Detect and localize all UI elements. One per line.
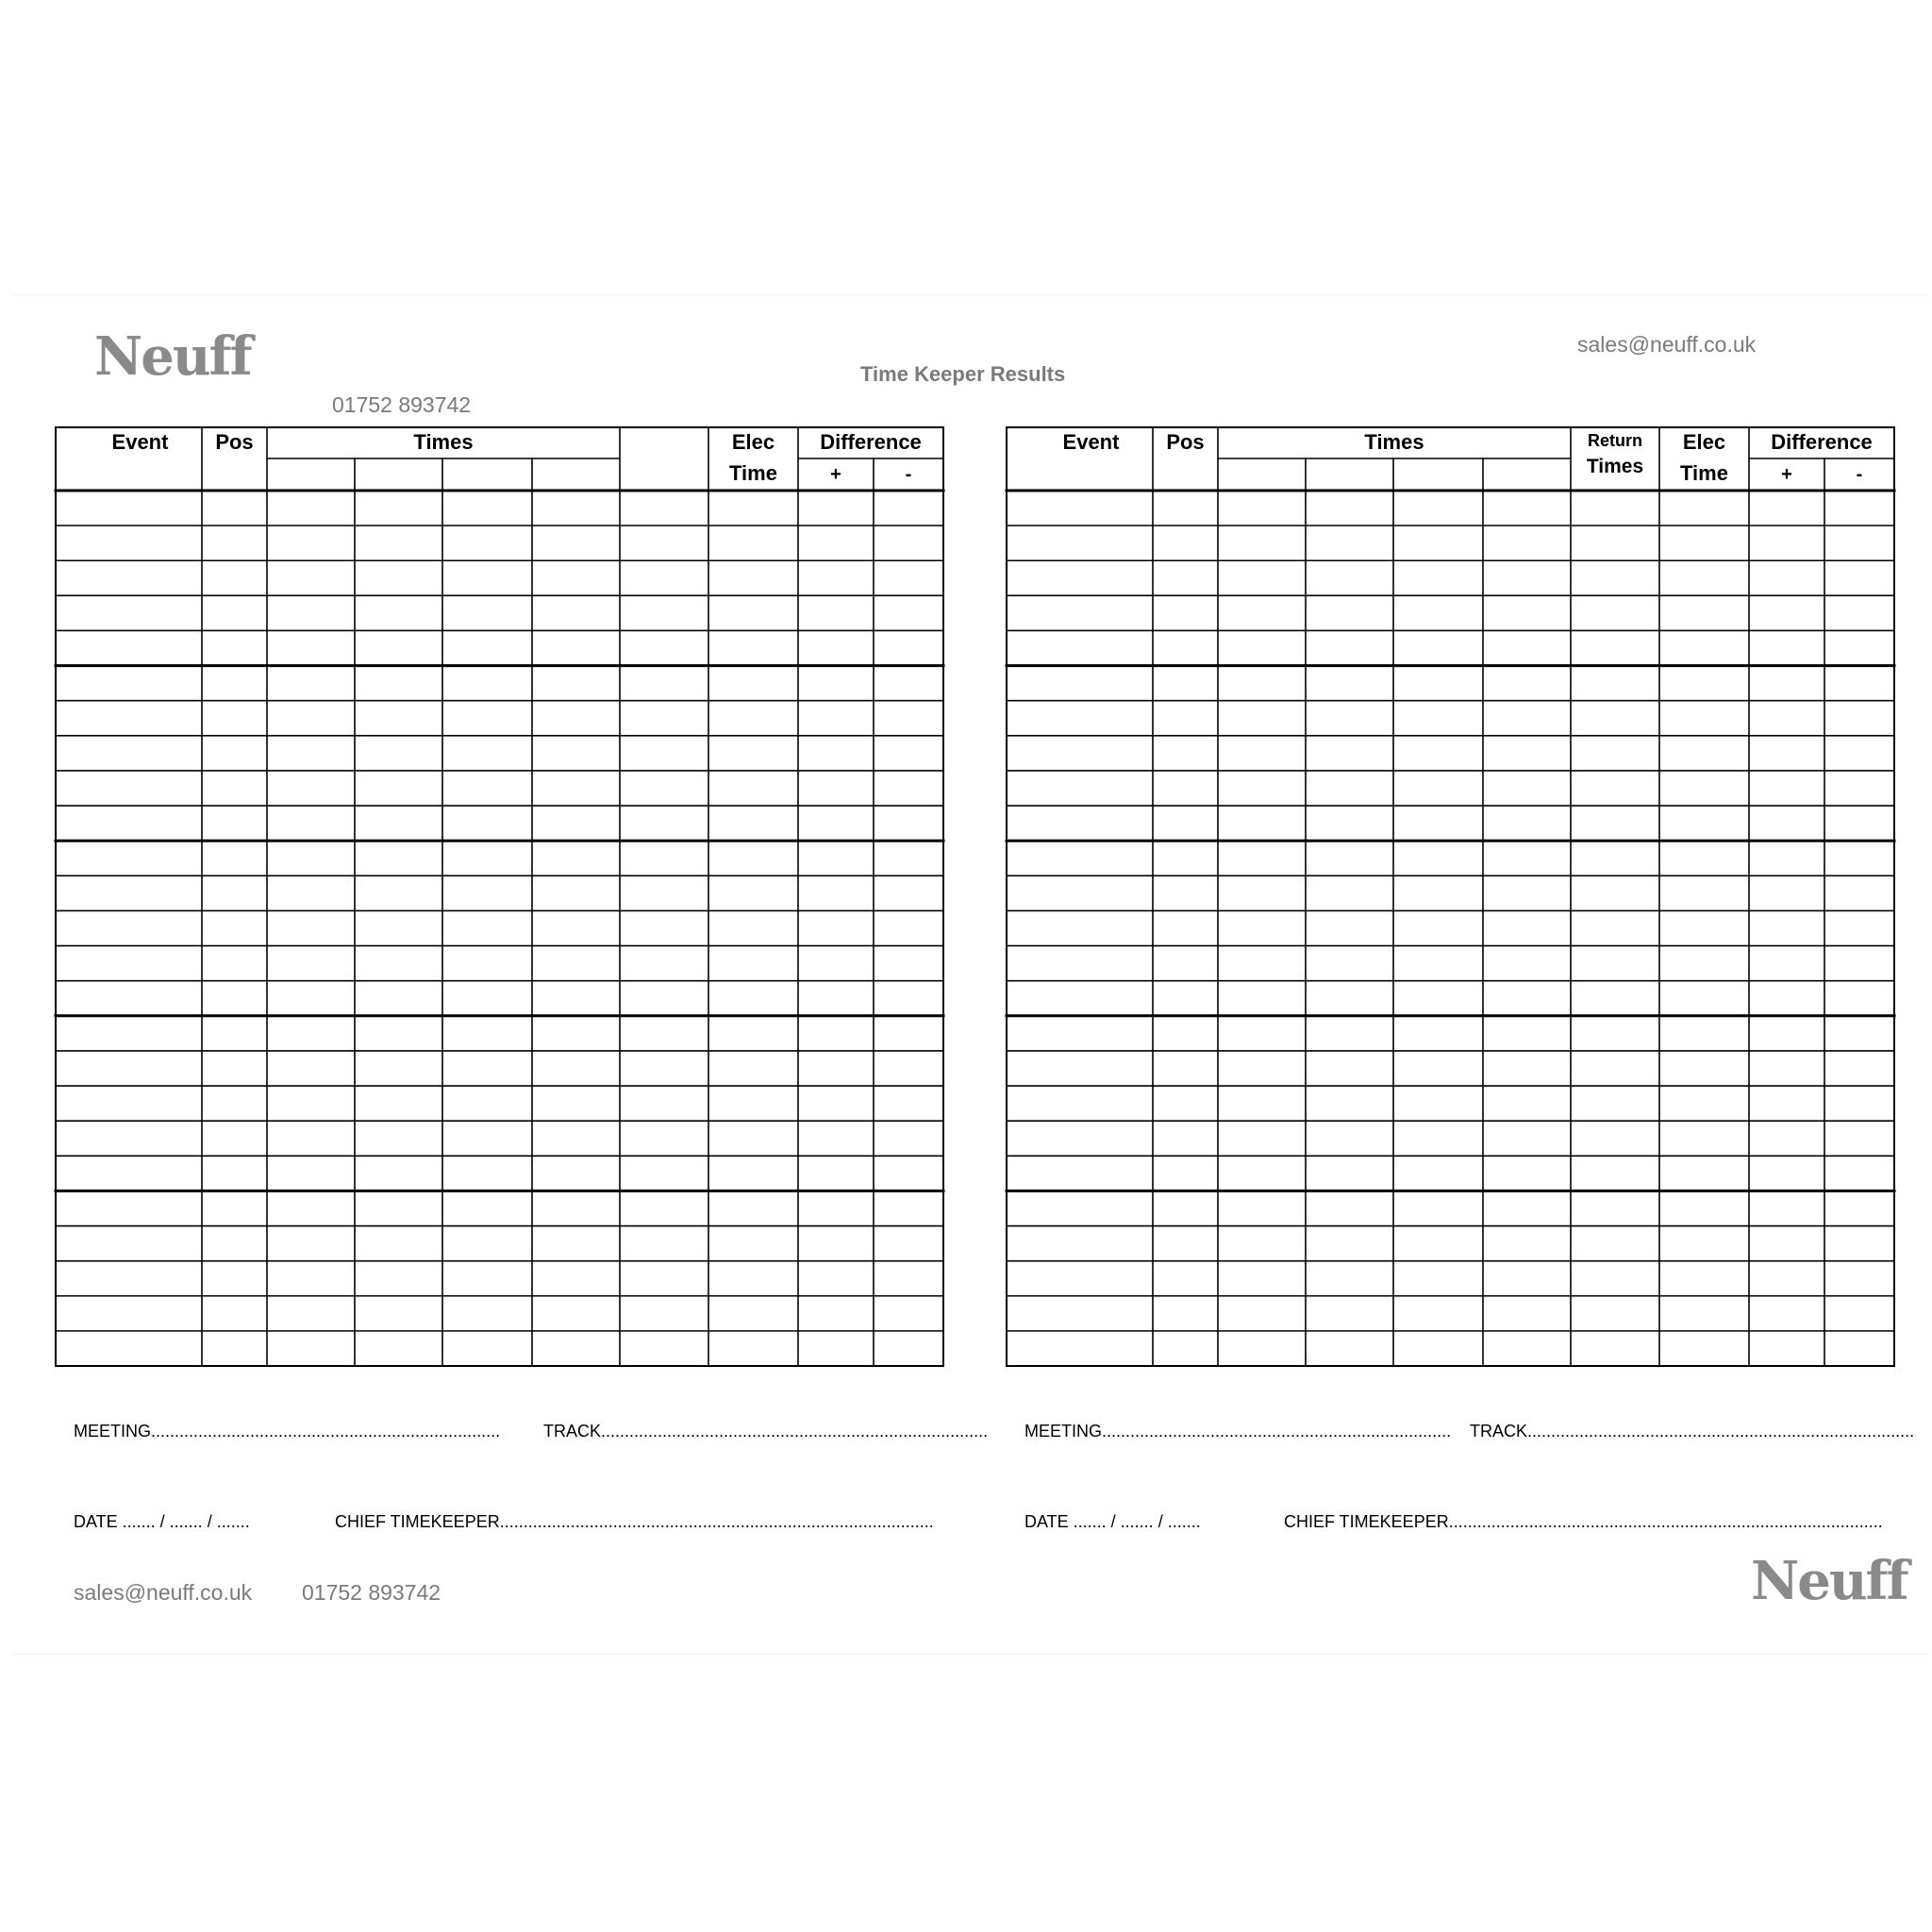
header-email: sales@neuff.co.uk (1577, 332, 1757, 357)
header-pos: Pos (215, 430, 254, 454)
header-minus: - (905, 464, 912, 485)
header-return: Return (1588, 431, 1642, 450)
neuff-logo-top: Neuff (94, 325, 251, 388)
header-elec-time: Time (729, 461, 777, 485)
results-table-right (1007, 427, 1895, 1367)
chief-timekeeper-field-right[interactable]: CHIEF TIMEKEEPER............................................................................................ (1284, 1512, 1883, 1531)
neuff-logo-bottom: Neuff (1751, 1550, 1907, 1612)
header-elec: Elec (1682, 430, 1726, 454)
header-event: Event (1062, 430, 1120, 454)
header-event: Event (111, 430, 169, 454)
meeting-field-left[interactable]: MEETING.......................................................................... (74, 1422, 501, 1441)
header-elec: Elec (731, 430, 775, 454)
header-pos: Pos (1166, 430, 1205, 454)
footer-email: sales@neuff.co.uk (74, 1580, 253, 1605)
date-field-left[interactable]: DATE ....... / ....... / ....... (74, 1512, 250, 1531)
header-return-times: Times (1586, 456, 1644, 477)
header-phone: 01752 893742 (332, 392, 472, 417)
meeting-field-right[interactable]: MEETING.......................................................................... (1024, 1422, 1452, 1441)
results-table-left (56, 427, 944, 1367)
page-title: Time Keeper Results (860, 362, 1066, 386)
track-field-left[interactable]: TRACK.................................................................................. (543, 1422, 989, 1441)
header-plus: + (830, 464, 841, 485)
header-difference: Difference (820, 430, 922, 454)
header-elec-time: Time (1680, 461, 1728, 485)
footer-phone: 01752 893742 (302, 1580, 441, 1605)
track-field-right[interactable]: TRACK.................................................................................. (1470, 1422, 1915, 1441)
header-difference: Difference (1771, 430, 1873, 454)
header-plus: + (1781, 464, 1792, 485)
header-times: Times (1364, 430, 1424, 454)
header-times: Times (413, 430, 474, 454)
chief-timekeeper-field-left[interactable]: CHIEF TIMEKEEPER............................................................................................ (335, 1512, 934, 1531)
date-field-right[interactable]: DATE ....... / ....... / ....... (1024, 1512, 1201, 1531)
header-minus: - (1856, 464, 1863, 485)
